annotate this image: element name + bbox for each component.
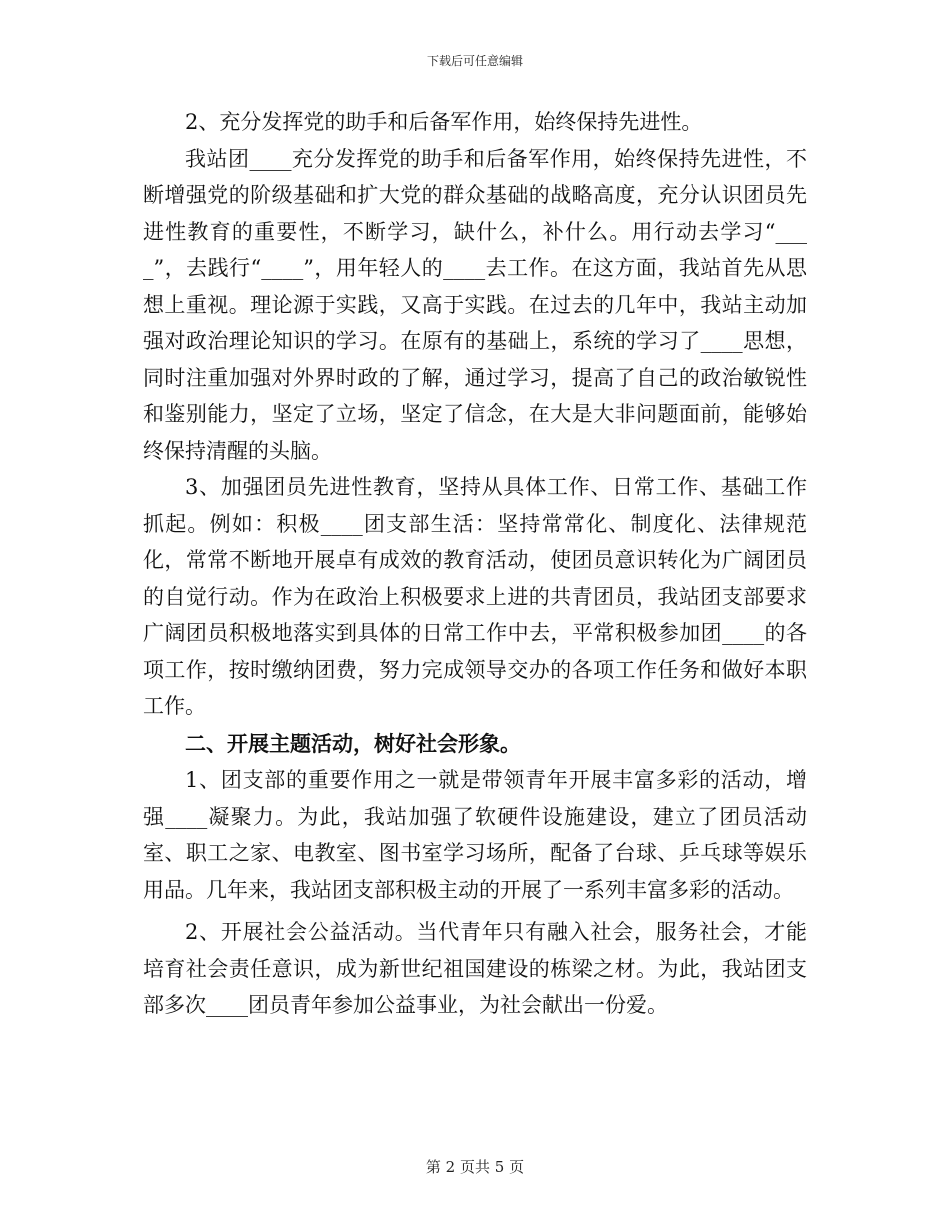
paragraph-body: 我站团____充分发挥党的助手和后备军作用，始终保持先进性，不断增强党的阶级基础和扩大党的群众基础的战略高度，充分认识团员先进性教育的重要性，不断学习，缺什么，补什么。用行动去学习“____”，去践行“____”，用年轻人的____去工作。在这方面，我站首先从思想上重视。理论源于实践，又高于实践。在过去的几年中，我站主动加强对政治理论知识的学习。在原有的基础上，系统的学习了____思想，同时注重加强对外界时政的了解，通过学习，提高了自己的政治敏锐性和鉴别能力，坚定了立场，坚定了信念，在大是大非问题面前，能够始终保持清醒的头脑。 <box>143 146 807 463</box>
section-heading: 二、开展主题活动，树好社会形象。 <box>185 730 521 756</box>
document-body <box>143 104 807 1024</box>
paragraph-item-1: 1、团支部的重要作用之一就是带领青年开展丰富多彩的活动，增强____凝聚力。为此，我站加强了软硬件设施建设，建立了团员活动室、职工之家、电教室、图书室学习场所，配备了台球、乒乓球等娱乐用品。几年来，我站团支部积极主动的开展了一系列丰富多彩的活动。 <box>143 768 807 902</box>
page-header: 下载后可任意编辑 <box>426 54 523 68</box>
paragraph-item-3: 3、加强团员先进性教育，坚持从具体工作、日常工作、基础工作抓起。例如：积极____团支部生活：坚持常常化、制度化、法律规范化，常常不断地开展卓有成效的教育活动，使团员意识转化为广阔团员的自觉行动。作为在政治上积极要求上进的共青团员，我站团支部要求广阔团员积极地落实到具体的日常工作中去，平常积极参加团____的各项工作，按时缴纳团费，努力完成领导交办的各项工作任务和做好本职工作。 <box>143 475 807 718</box>
paragraph-item-2: 2、充分发挥党的助手和后备军作用，始终保持先进性。 <box>185 110 703 134</box>
page-footer: 第 2 页共 5 页 <box>425 1158 525 1176</box>
paragraph-item-2-public-welfare: 2、开展社会公益活动。当代青年只有融入社会，服务社会，才能培育社会责任意识，成为新世纪祖国建设的栋梁之材。为此，我站团支部多次____团员青年参加公益事业，为社会献出一份爱。 <box>143 920 807 1017</box>
